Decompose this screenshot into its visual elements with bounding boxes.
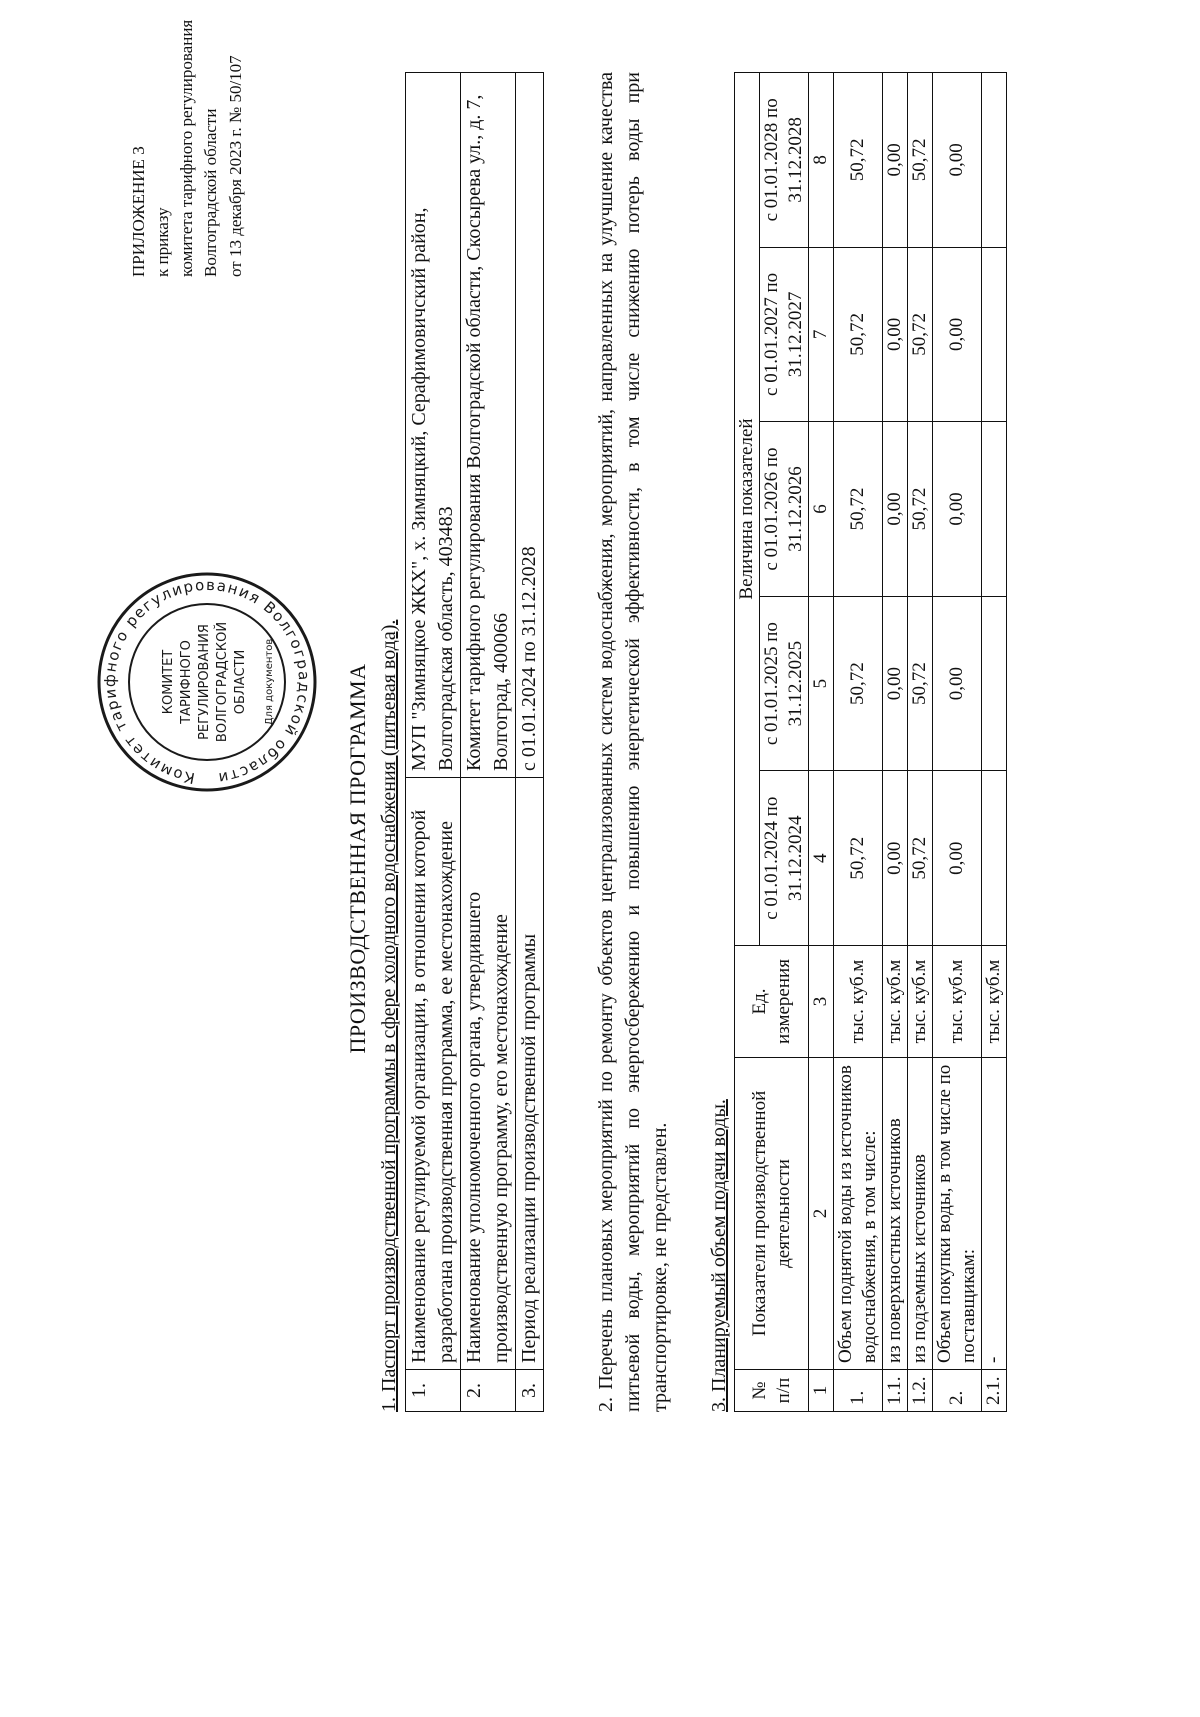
passport-row-value: МУП "Зимняцкое ЖКХ", х. Зимняцкий, Серафимовичский район, Волгоградская область, 403483 [406, 73, 461, 778]
committee-ref: комитета тарифного регулирования [177, 19, 196, 277]
row-unit: тыс. куб.м [933, 946, 982, 1058]
table-row [982, 73, 1007, 1412]
col-values-header: Величина показателей [735, 73, 760, 946]
column-number: 6 [809, 422, 834, 597]
col-unit-header: Ед. измерения [735, 946, 809, 1058]
order-ref: к приказу [153, 207, 172, 277]
column-number: 7 [809, 247, 834, 422]
passport-row-value: Комитет тарифного регулирования Волгоградской области, Скосырева ул., д. 7, Волгоград, 400066 [461, 73, 516, 778]
row-value: 0,00 [883, 73, 908, 248]
official-stamp [92, 567, 322, 797]
row-value: 50,72 [908, 596, 933, 771]
section3-heading: 3. Планируемый объем подачи воды. [708, 1099, 730, 1412]
period-header: с 01.01.2028 по 31.12.2028 [760, 73, 809, 248]
column-number: 8 [809, 73, 834, 248]
period-header: с 01.01.2027 по 31.12.2027 [760, 247, 809, 422]
passport-row-label: Период реализации производственной программы [516, 778, 544, 1370]
stamp-ring-text: Комитет тарифного регулирования Волгоградской области [100, 575, 314, 788]
row-value: 50,72 [834, 771, 883, 946]
col-indicator-header: Показатели производственной деятельности [735, 1058, 809, 1370]
row-value: 0,00 [933, 422, 982, 597]
row-indicator: Объем покупки воды, в том числе по поставщикам: [933, 1058, 982, 1370]
appendix-label: ПРИЛОЖЕНИЕ 3 [129, 146, 148, 277]
section1-heading: 1. Паспорт производственной программы в сфере холодного водоснабжения (питьевая вода). [378, 619, 400, 1412]
row-value: 0,00 [933, 247, 982, 422]
row-number: 2. [933, 1370, 982, 1412]
passport-row-value: с 01.01.2024 по 31.12.2028 [516, 73, 544, 778]
stamp-center-text [161, 622, 248, 742]
row-value: 0,00 [883, 596, 908, 771]
row-number: 2.1. [982, 1370, 1007, 1412]
row-unit: тыс. куб.м [982, 946, 1007, 1058]
row-unit: тыс. куб.м [883, 946, 908, 1058]
passport-row [516, 73, 544, 1412]
period-header: с 01.01.2026 по 31.12.2026 [760, 422, 809, 597]
table-row [908, 73, 933, 1412]
passport-row-number: 1. [406, 1370, 461, 1412]
passport-row-number: 3. [516, 1370, 544, 1412]
row-value: 50,72 [834, 247, 883, 422]
table-row [834, 73, 883, 1412]
row-indicator: Объем поднятой воды из источников водоснабжения, в том числе: [834, 1058, 883, 1370]
region-ref: Волгоградской области [201, 108, 220, 277]
row-value: 50,72 [908, 771, 933, 946]
passport-row [461, 73, 516, 1412]
period-header: с 01.01.2024 по 31.12.2024 [760, 771, 809, 946]
row-value: 0,00 [933, 771, 982, 946]
table-row [933, 73, 982, 1412]
passport-row [406, 73, 461, 1412]
row-value: 50,72 [908, 247, 933, 422]
stamp-center-line: КОМИТЕТ [161, 649, 176, 715]
section2-paragraph: 2. Перечень плановых мероприятий по ремонту объектов централизованных систем водоснабжения, мероприятий, направленных на улучшение качества питьевой воды, мероприятий по энергосбережению и повышению энергетической эффективности, в том числе снижению потерь воды при транспортировке, не представлен. [595, 72, 671, 1412]
column-number: 3 [809, 946, 834, 1058]
stamp-center-line: ТАРИФНОГО [179, 640, 194, 724]
row-value: 50,72 [834, 73, 883, 248]
order-date-number: от 13 декабря 2023 г. № 50/107 [226, 55, 245, 277]
stamp-center-line: ОБЛАСТИ [233, 649, 248, 715]
column-number: 4 [809, 771, 834, 946]
row-unit: тыс. куб.м [834, 946, 883, 1058]
period-header: с 01.01.2025 по 31.12.2025 [760, 596, 809, 771]
row-value: 0,00 [933, 73, 982, 248]
row-value: 0,00 [883, 247, 908, 422]
water-volume-table [734, 72, 1007, 1412]
row-value [982, 422, 1007, 597]
row-value: 50,72 [834, 596, 883, 771]
row-value: 0,00 [883, 771, 908, 946]
passport-row-label: Наименование регулируемой организации, в отношении которой разработана производственная программа, ее местонахождение [406, 778, 461, 1370]
column-number: 5 [809, 596, 834, 771]
row-indicator: - [982, 1058, 1007, 1370]
stamp-center-line: ВОЛГОГРАДСКОЙ [215, 621, 230, 743]
row-number: 1.1. [883, 1370, 908, 1412]
table-row [883, 73, 908, 1412]
row-unit: тыс. куб.м [908, 946, 933, 1058]
page-title: ПРОИЗВОДСТВЕННАЯ ПРОГРАММА [345, 663, 370, 1054]
column-number: 1 [809, 1370, 834, 1412]
row-value: 0,00 [883, 422, 908, 597]
stamp-center-line: РЕГУЛИРОВАНИЯ [197, 624, 212, 740]
passport-row-label: Наименование уполномоченного органа, утвердившего производственную программу, его местонахождение [461, 778, 516, 1370]
passport-row-number: 2. [461, 1370, 516, 1412]
row-value [982, 247, 1007, 422]
row-number: 1.2. [908, 1370, 933, 1412]
column-number: 2 [809, 1058, 834, 1370]
row-value: 50,72 [908, 422, 933, 597]
row-value [982, 771, 1007, 946]
row-number: 1. [834, 1370, 883, 1412]
row-value [982, 73, 1007, 248]
row-indicator: из подземных источников [908, 1058, 933, 1370]
row-value [982, 596, 1007, 771]
stamp-bottom-text: Для документов [264, 638, 275, 726]
passport-table [405, 72, 544, 1412]
col-num-header: № п/п [735, 1370, 809, 1412]
row-value: 0,00 [933, 596, 982, 771]
row-indicator: из поверхностных источников [883, 1058, 908, 1370]
row-value: 50,72 [908, 73, 933, 248]
row-value: 50,72 [834, 422, 883, 597]
